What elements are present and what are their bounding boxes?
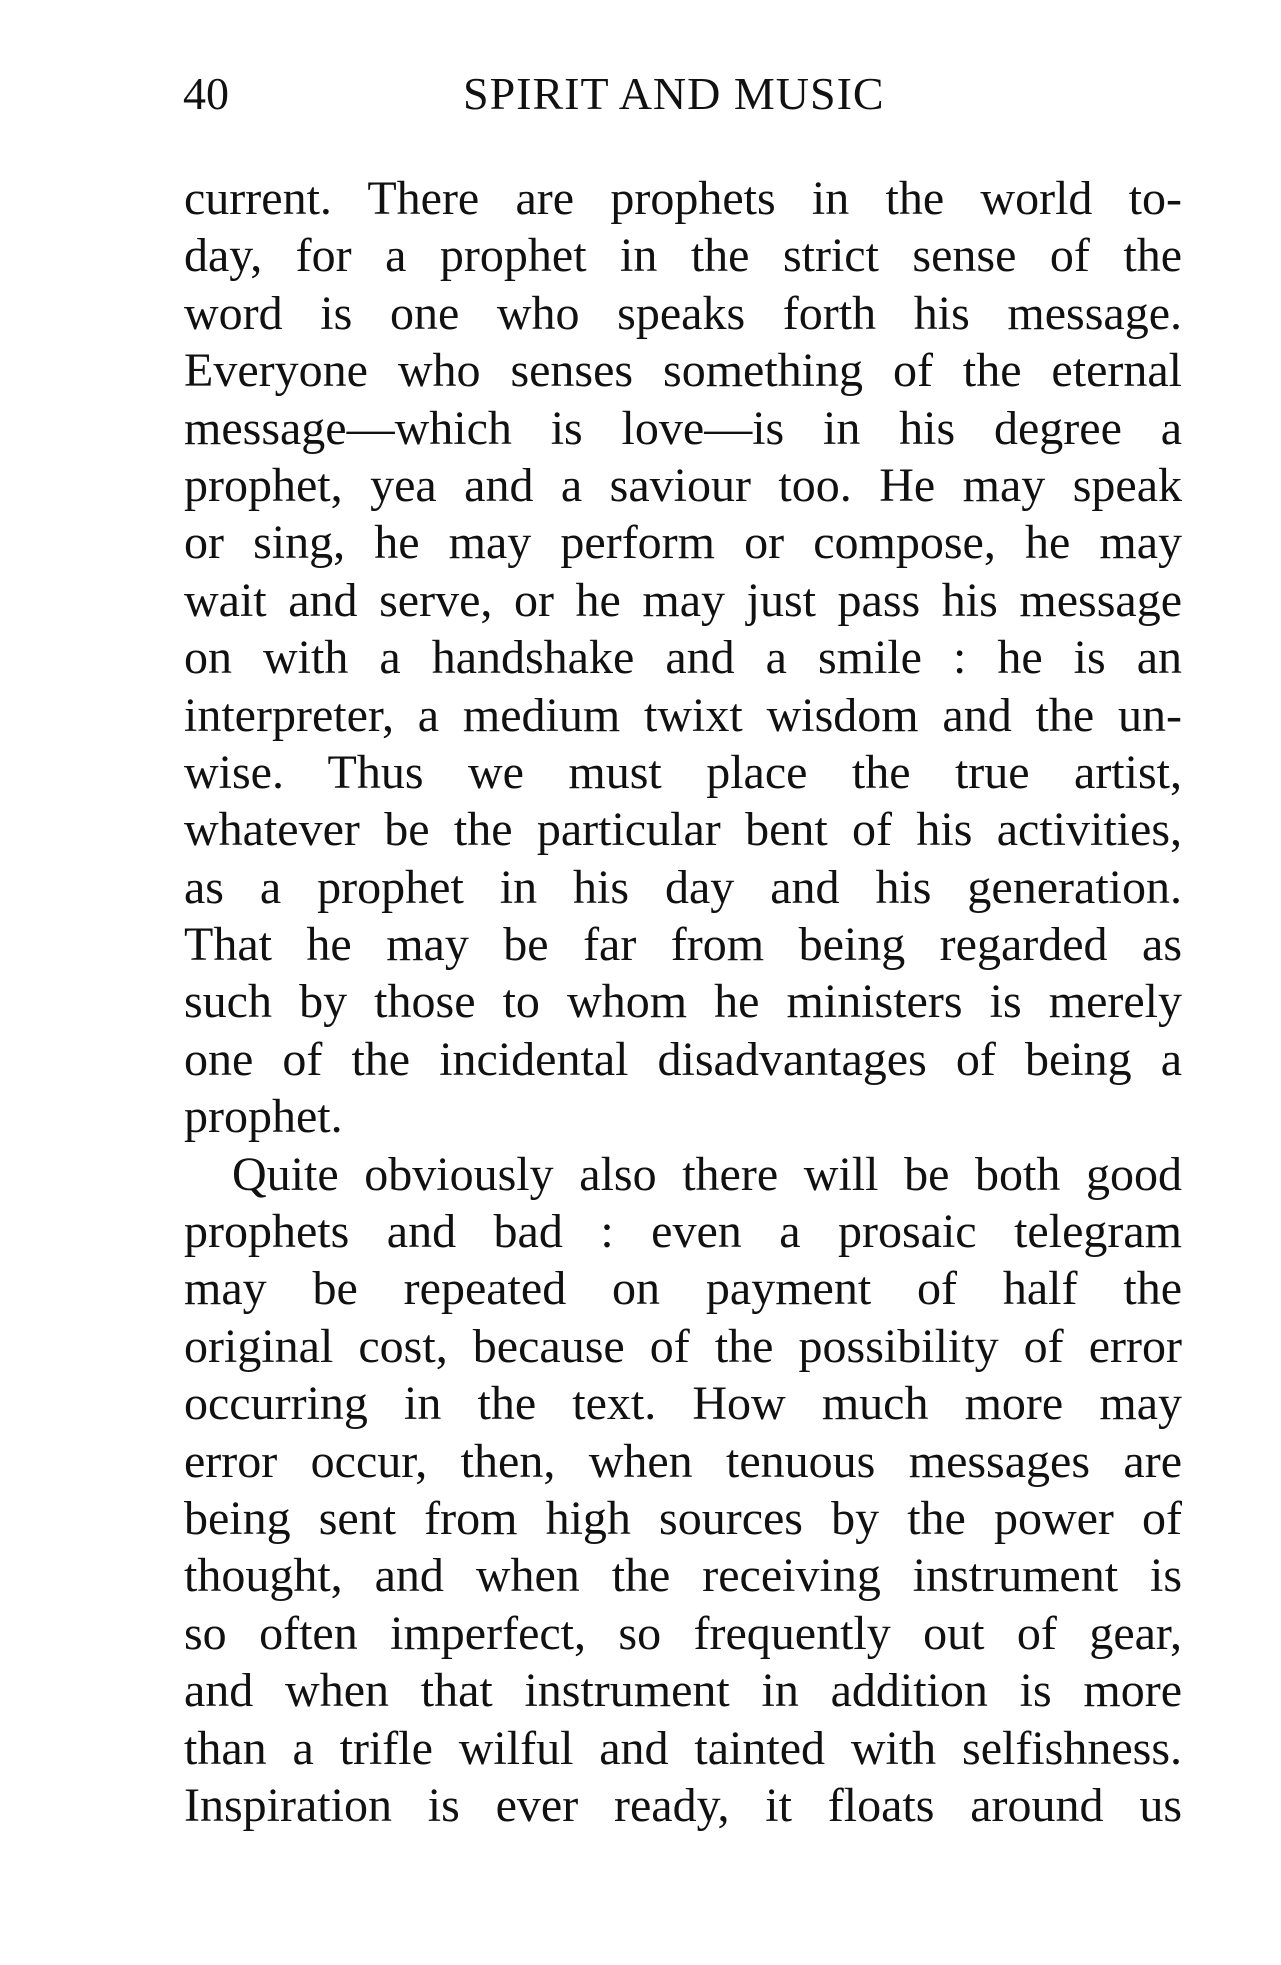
text-line: one of the incidental disadvantages of being a xyxy=(184,1032,1182,1086)
text-line: message—which is love—is in his degree a xyxy=(184,401,1182,455)
running-head xyxy=(183,64,1183,124)
text-line: than a trifle wilful and tainted with selfishness. xyxy=(184,1721,1182,1775)
text-line: may be repeated on payment of half the xyxy=(184,1262,1182,1316)
text-line: wise. Thus we must place the true artist, xyxy=(184,745,1182,799)
text-line: and when that instrument in addition is more xyxy=(184,1664,1182,1718)
text-line: as a prophet in his day and his generation. xyxy=(184,860,1182,914)
paragraph-start-line: Quite obviously also there will be both good xyxy=(232,1147,1182,1201)
text-line: day, for a prophet in the strict sense of the xyxy=(184,229,1182,283)
text-line: such by those to whom he ministers is merely xyxy=(184,975,1182,1029)
text-line: whatever be the particular bent of his activities, xyxy=(184,803,1182,857)
text-line: prophet, yea and a saviour too. He may speak xyxy=(184,458,1182,512)
text-line: original cost, because of the possibility of error xyxy=(184,1319,1182,1373)
text-line: Inspiration is ever ready, it floats around us xyxy=(184,1778,1182,1832)
running-title: SPIRIT AND MUSIC xyxy=(463,68,885,119)
text-line: interpreter, a medium twixt wisdom and the un- xyxy=(184,688,1182,742)
text-line: occurring in the text. How much more may xyxy=(184,1377,1182,1431)
text-line: current. There are prophets in the world to- xyxy=(184,172,1182,225)
text-line: thought, and when the receiving instrument is xyxy=(184,1549,1182,1603)
paragraph-end-line: prophet. xyxy=(184,1090,343,1144)
text-line: so often imperfect, so frequently out of gear, xyxy=(184,1606,1182,1660)
text-line: prophets and bad : even a prosaic telegram xyxy=(184,1205,1182,1259)
text-line: on with a handshake and a smile : he is an xyxy=(184,631,1182,685)
text-line: That he may be far from being regarded as xyxy=(184,918,1182,972)
body-text xyxy=(184,170,1182,1834)
text-line: error occur, then, when tenuous messages are xyxy=(184,1434,1182,1488)
text-line: being sent from high sources by the power of xyxy=(184,1491,1182,1545)
text-line: Everyone who senses something of the eternal xyxy=(184,344,1182,398)
text-line: or sing, he may perform or compose, he may xyxy=(184,516,1182,570)
text-line: word is one who speaks forth his message. xyxy=(184,286,1182,340)
page-number: 40 xyxy=(183,68,229,119)
text-line: wait and serve, or he may just pass his message xyxy=(184,573,1182,627)
